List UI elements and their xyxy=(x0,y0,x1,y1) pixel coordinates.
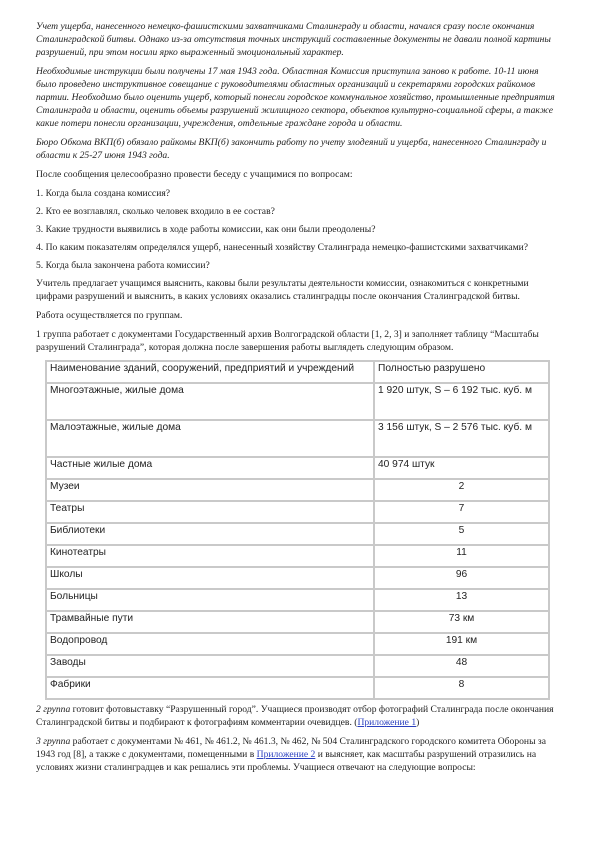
table-cell-name: Больницы xyxy=(47,590,373,610)
group-2-label: 2 группа xyxy=(36,704,71,715)
table-row xyxy=(47,458,548,478)
table-cell-name: Заводы xyxy=(47,656,373,676)
group-2-paragraph xyxy=(36,703,556,729)
table-cell-value: 96 xyxy=(375,568,548,588)
table-cell-value: 191 км xyxy=(375,634,548,654)
table-row xyxy=(47,568,548,588)
table-row xyxy=(47,678,548,698)
intro-paragraph-3: Бюро Обкома ВКП(б) обязало райкомы ВКП(б) закончить работу по учету злодеяний и ущерба, нанесенного Сталинграду и области к 25-27 июня 1943 года. xyxy=(36,137,547,161)
group-3-paragraph xyxy=(36,735,556,774)
table-row xyxy=(47,634,548,654)
table-cell-name: Музеи xyxy=(47,480,373,500)
intro-paragraph-1: Учет ущерба, нанесенного немецко-фашистскими захватчиками Сталинграду и области, начался сразу после окончания Сталинградской битвы. Однако из-за отсутствия точных инструкций составленные документы не давали полной картины разрушений, при этом носили ярко выраженный эмоциональный характер. xyxy=(36,21,551,58)
group-3-text: работает с документами № 461, № 461.2, № 461.3, № 462, № 504 Сталинградского городского комитета Обороны за 1943 год [8], а также с документами, помещенными в xyxy=(36,736,546,760)
table-cell-value: 3 156 штук, S – 2 576 тыс. куб. м xyxy=(375,421,548,456)
intro-paragraph-4: После сообщения целесообразно провести беседу с учащимися по вопросам: xyxy=(36,169,353,180)
table-row xyxy=(47,656,548,676)
question-item: 3. Какие трудности выявились в ходе работы комиссии, как они были преодолены? xyxy=(36,224,376,235)
group-2-text: готовит фотовыставку “Разрушенный город”. Учащиеся производят отбор фотографий Сталинграда после окончания Сталинградской битвы и подбирают к фотографиям комментарии очевидцев. ( xyxy=(36,704,554,728)
table-cell-value: 11 xyxy=(375,546,548,566)
question-item: 2. Кто ее возглавлял, сколько человек входило в ее состав? xyxy=(36,206,275,217)
group-2-end: ) xyxy=(416,717,420,728)
table-cell-name: Театры xyxy=(47,502,373,522)
table-cell-value: 13 xyxy=(375,590,548,610)
table-header-row xyxy=(47,362,548,382)
table-cell-name: Школы xyxy=(47,568,373,588)
table-header-cell: Полностью разрушено xyxy=(375,362,548,382)
table-cell-name: Частные жилые дома xyxy=(47,458,373,478)
table-cell-value: 2 xyxy=(375,480,548,500)
table-row xyxy=(47,546,548,566)
table-cell-value: 5 xyxy=(375,524,548,544)
group-3-label: 3 группа xyxy=(36,736,71,747)
table-cell-name: Кинотеатры xyxy=(47,546,373,566)
table-cell-value: 40 974 штук xyxy=(375,458,548,478)
table-cell-name: Трамвайные пути xyxy=(47,612,373,632)
table-cell-name: Малоэтажные, жилые дома xyxy=(47,421,373,456)
question-item: 1. Когда была создана комиссия? xyxy=(36,188,170,199)
body-paragraph-2: Работа осуществляется по группам. xyxy=(36,310,183,321)
table-cell-value: 1 920 штук, S – 6 192 тыс. куб. м xyxy=(375,384,548,419)
table-cell-value: 8 xyxy=(375,678,548,698)
table-cell-name: Водопровод xyxy=(47,634,373,654)
question-item: 4. По каким показателям определялся ущерб, нанесенный хозяйству Сталинграда немецко-фашистскими захватчиками? xyxy=(36,242,529,253)
body-paragraph-3: 1 группа работает с документами Государственный архив Волгоградской области [1, 2, 3] и заполняет таблицу “Масштабы разрушений Сталинграда”, которая должна после завершения работы выглядеть следующим образом. xyxy=(36,329,539,353)
table-row xyxy=(47,590,548,610)
appendix-2-link[interactable]: Приложение 2 xyxy=(256,749,316,760)
intro-paragraph-2: Необходимые инструкции были получены 17 мая 1943 года. Областная Комиссия приступила заново к работе. 10-11 июня было проведено инструктивное совещание с руководителями областных организаций и секретарями городских райкомов партии. Необходимо было оценить ущерб, который понесли городское коммунальное хозяйство, промышленные предприятия Сталинграда и области, оценить объемы разрушений жилищного сектора, объектов культурно-социальной сферы, а также какие потери понесли организации, учреждения, отдельные граждане города и области. xyxy=(36,66,555,129)
table-cell-name: Фабрики xyxy=(47,678,373,698)
table-row xyxy=(47,421,548,456)
table-row xyxy=(47,480,548,500)
table-cell-value: 73 км xyxy=(375,612,548,632)
table-cell-name: Библиотеки xyxy=(47,524,373,544)
body-paragraph-1: Учитель предлагает учащимся выяснить, каковы были результаты деятельности комиссии, ознакомиться с конкретными цифрами разрушений и выяснить, в каких условиях оказались сталинградцы после окончания Сталинградской битвы. xyxy=(36,278,529,302)
table-header-cell: Наименование зданий, сооружений, предприятий и учреждений xyxy=(47,362,373,382)
document-page xyxy=(36,20,556,780)
table-row xyxy=(47,612,548,632)
appendix-1-link[interactable]: Приложение 1 xyxy=(357,717,417,728)
table-row xyxy=(47,502,548,522)
table-cell-name: Многоэтажные, жилые дома xyxy=(47,384,373,419)
destruction-table xyxy=(45,360,550,700)
question-list xyxy=(36,187,556,272)
table-row xyxy=(47,524,548,544)
table-cell-value: 48 xyxy=(375,656,548,676)
group-3-end: и выясняет, как масштабы разрушений отразились на условиях жизни сталинградцев и как решались эти проблемы. Учащиеся отвечают на следующие вопросы: xyxy=(36,749,537,773)
table-row xyxy=(47,384,548,419)
question-item: 5. Когда была закончена работа комиссии? xyxy=(36,260,210,271)
table-cell-value: 7 xyxy=(375,502,548,522)
